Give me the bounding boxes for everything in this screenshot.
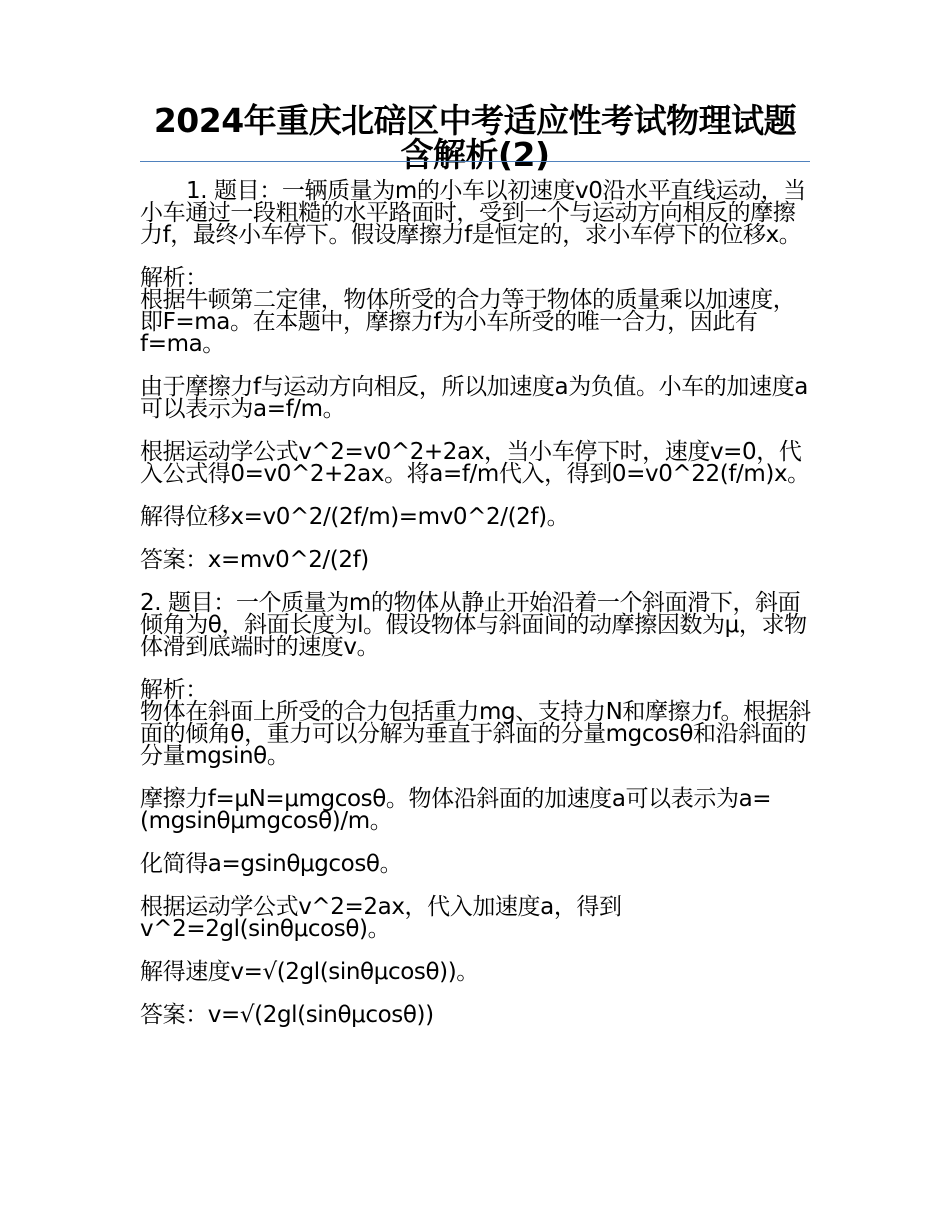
document-body [140,180,812,1047]
analysis-1-paragraph-3: 根据运动学公式v^2=v0^2+2ax，当小车停下时，速度v=0，代入公式得0=v0^2+2ax。将a=f/m代入，得到0=v0^22(f/m)x。 [140,439,810,487]
analysis-heading-2: 解析： [140,677,208,703]
analysis-2-paragraph-5: 解得速度v=√(2gl(sinθμcosθ))。 [140,959,479,985]
analysis-2-paragraph-3: 化简得a=gsinθμgcosθ。 [140,851,403,877]
answer-2: 答案：v=√(2gl(sinθμcosθ)) [140,1002,434,1028]
analysis-1-paragraph-1: 根据牛顿第二定律，物体所受的合力等于物体的质量乘以加速度，即F=ma。在本题中，摩擦力f为小车所受的唯一合力，因此有f=ma。 [140,287,796,357]
analysis-2-paragraph-4: 根据运动学公式v^2=2ax，代入加速度a，得到v^2=2gl(sinθμcosθ)。 [140,894,622,942]
analysis-2-paragraph-1: 物体在斜面上所受的合力包括重力mg、支持力N和摩擦力f。根据斜面的倾角θ，重力可以分解为垂直于斜面的分量mgcosθ和沿斜面的分量mgsinθ。 [140,699,811,769]
analysis-1-paragraph-4: 解得位移x=v0^2/(2f/m)=mv0^2/(2f)。 [140,504,570,530]
analysis-1-paragraph-2: 由于摩擦力f与运动方向相反，所以加速度a为负值。小车的加速度a可以表示为a=f/m。 [140,374,808,422]
answer-1: 答案：x=mv0^2/(2f) [140,547,369,573]
analysis-2-paragraph-2: 摩擦力f=μN=μmgcosθ。物体沿斜面的加速度a可以表示为a=(mgsinθμmgcosθ)/m。 [140,786,772,834]
title-divider [140,161,810,162]
question-2-text: 2. 题目：一个质量为m的物体从静止开始沿着一个斜面滑下，斜面倾角为θ，斜面长度为l。假设物体与斜面间的动摩擦因数为μ，求物体滑到底端时的速度v。 [140,590,807,660]
question-1-text: 1. 题目：一辆质量为m的小车以初速度v0沿水平直线运动，当小车通过一段粗糙的水平路面时，受到一个与运动方向相反的摩擦力f，最终小车停下。假设摩擦力f是恒定的，求小车停下的位移x。 [140,178,806,248]
analysis-heading-1: 解析： [140,265,208,291]
document-title: 2024年重庆北碚区中考适应性考试物理试题含解析(2) [153,101,797,174]
